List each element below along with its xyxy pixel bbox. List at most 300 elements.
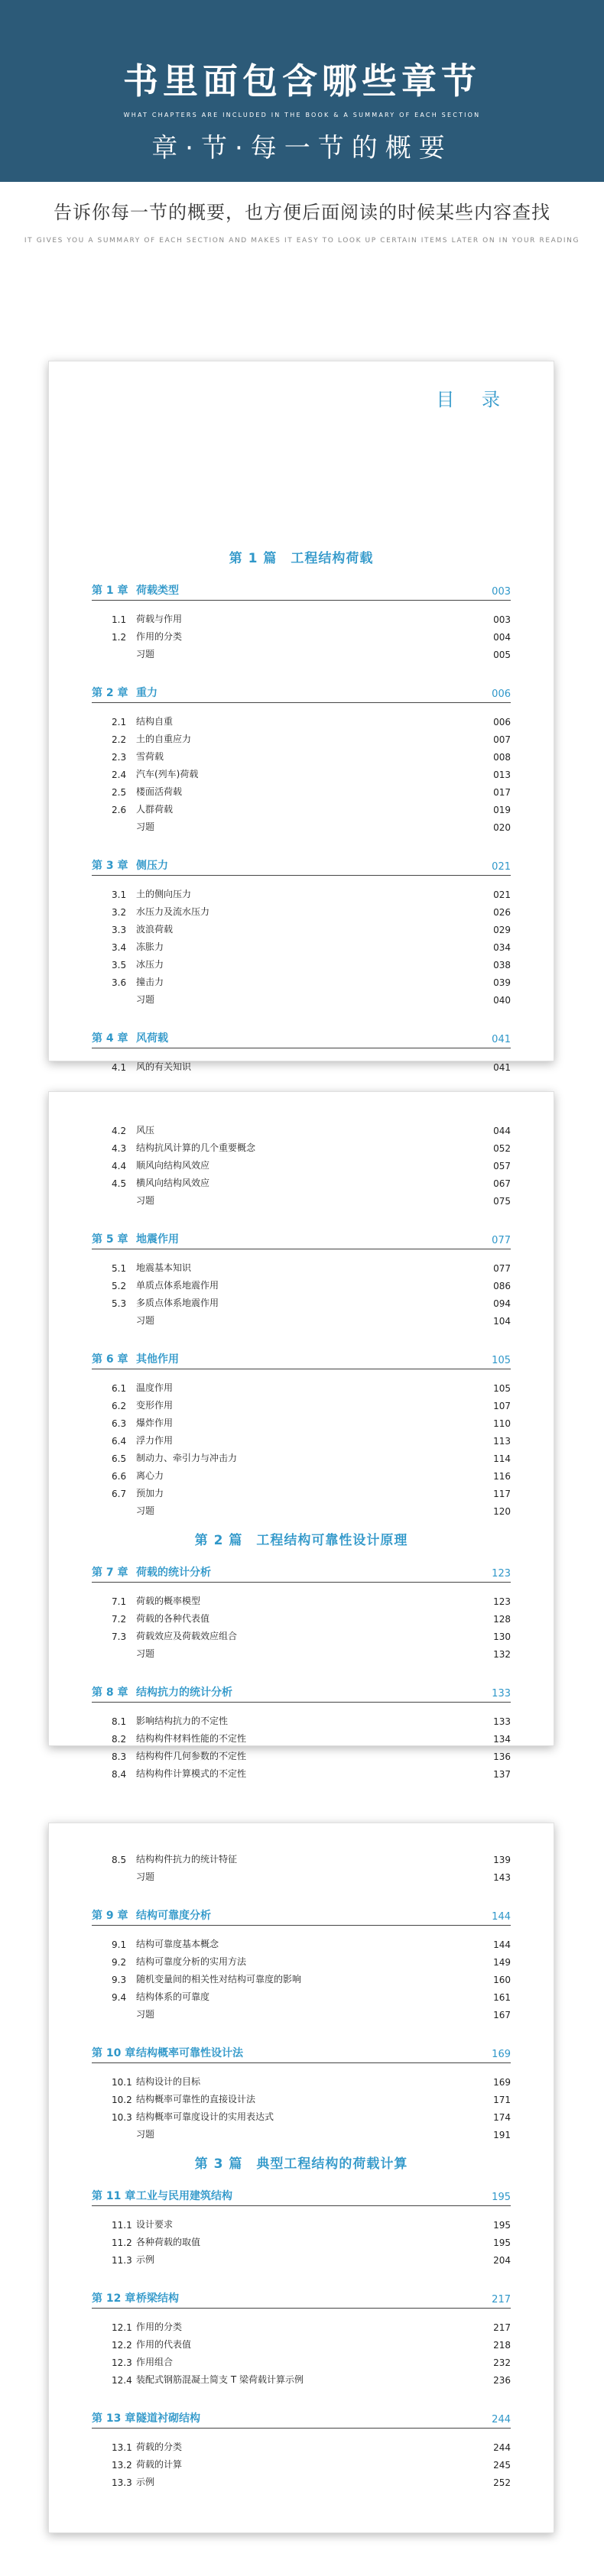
section-row bbox=[92, 1935, 511, 1952]
chapter-page: 105 bbox=[492, 1355, 511, 1366]
section-title: 设计要求 bbox=[136, 2219, 174, 2230]
section-number: 2.2 bbox=[112, 734, 127, 745]
chapter-number: 第 7 章 bbox=[92, 1567, 128, 1579]
section-row bbox=[92, 1502, 511, 1519]
section-row bbox=[92, 1259, 511, 1276]
section-number: 9.1 bbox=[112, 1939, 127, 1950]
section-number: 5.3 bbox=[112, 1298, 127, 1309]
section-number: 5.1 bbox=[112, 1263, 127, 1274]
chapter-row bbox=[92, 679, 511, 703]
chapter-title: 结构概率可靠性设计法 bbox=[136, 2047, 243, 2059]
section-number: 6.2 bbox=[112, 1401, 127, 1411]
section-title: 人群荷载 bbox=[136, 804, 174, 815]
section-row bbox=[92, 1174, 511, 1191]
section-title: 雪荷载 bbox=[136, 751, 164, 762]
section-row bbox=[92, 1868, 511, 1885]
section-row bbox=[92, 2250, 511, 2268]
section-number: 7.2 bbox=[112, 1614, 127, 1625]
section-title: 浮力作用 bbox=[136, 1435, 174, 1446]
section-title: 习题 bbox=[136, 1505, 155, 1516]
spacer bbox=[92, 2388, 511, 2405]
section-title: 习题 bbox=[136, 994, 155, 1005]
section-row bbox=[92, 1764, 511, 1782]
section-number: 8.4 bbox=[112, 1769, 127, 1780]
section-page: 171 bbox=[493, 2095, 511, 2105]
chapter-title: 地震作用 bbox=[136, 1233, 179, 1246]
section-page: 067 bbox=[493, 1178, 511, 1189]
chapter-row bbox=[92, 852, 511, 876]
chapter-number: 第 3 章 bbox=[92, 860, 128, 872]
chapter-row bbox=[92, 2405, 511, 2429]
section-row bbox=[92, 1379, 511, 1396]
section-page: 245 bbox=[493, 2460, 511, 2471]
section-page: 026 bbox=[493, 907, 511, 918]
section-number: 13.2 bbox=[112, 2460, 132, 2471]
section-title: 作用组合 bbox=[136, 2357, 174, 2367]
section-title: 习题 bbox=[136, 1315, 155, 1326]
section-page: 195 bbox=[493, 2237, 511, 2248]
section-page: 232 bbox=[493, 2357, 511, 2368]
chapter-page: 195 bbox=[492, 2192, 511, 2203]
section-page: 094 bbox=[493, 1298, 511, 1309]
section-title: 荷载的各种代表值 bbox=[136, 1613, 210, 1624]
section-title: 风的有关知识 bbox=[136, 1061, 192, 1072]
section-page: 116 bbox=[493, 1471, 511, 1482]
section-row bbox=[92, 1431, 511, 1449]
section-title: 习题 bbox=[136, 1871, 155, 1882]
section-row bbox=[92, 765, 511, 783]
section-page: 017 bbox=[493, 787, 511, 798]
section-title: 波浪荷载 bbox=[136, 924, 174, 935]
section-title: 习题 bbox=[136, 821, 155, 832]
section-page: 133 bbox=[493, 1716, 511, 1727]
section-page: 019 bbox=[493, 805, 511, 815]
section-number: 3.6 bbox=[112, 977, 127, 988]
section-row bbox=[92, 2318, 511, 2335]
section-title: 结构体系的可靠度 bbox=[136, 1991, 210, 2002]
section-title: 影响结构抗力的不定性 bbox=[136, 1716, 229, 1726]
spacer bbox=[92, 1329, 511, 1346]
spacer bbox=[92, 2268, 511, 2285]
section-page: 039 bbox=[493, 977, 511, 988]
section-number: 8.5 bbox=[112, 1855, 127, 1865]
section-title: 示例 bbox=[136, 2477, 155, 2487]
section-row bbox=[92, 2108, 511, 2125]
part-heading bbox=[92, 537, 511, 577]
chapter-page: 123 bbox=[492, 1568, 511, 1580]
section-number: 8.3 bbox=[112, 1751, 127, 1762]
part-number: 第 2 篇 bbox=[194, 1533, 243, 1548]
section-page: 160 bbox=[493, 1975, 511, 1985]
chapter-title: 工业与民用建筑结构 bbox=[136, 2190, 232, 2202]
section-page: 167 bbox=[493, 2010, 511, 2020]
section-page: 041 bbox=[493, 1062, 511, 1073]
part-number: 第 1 篇 bbox=[229, 551, 278, 566]
chapter-row bbox=[92, 2040, 511, 2063]
section-row bbox=[92, 1276, 511, 1294]
toc-page-2 bbox=[48, 1091, 554, 1780]
section-title: 风压 bbox=[136, 1125, 155, 1136]
section-title: 离心力 bbox=[136, 1470, 164, 1481]
section-number: 10.1 bbox=[112, 2077, 132, 2088]
section-row bbox=[92, 2353, 511, 2370]
section-page: 113 bbox=[493, 1436, 511, 1447]
section-title: 习题 bbox=[136, 2009, 155, 2020]
section-page: 144 bbox=[493, 1939, 511, 1950]
header-banner bbox=[0, 0, 604, 182]
section-row bbox=[92, 645, 511, 663]
section-number: 6.1 bbox=[112, 1383, 127, 1394]
chapter-number: 第 1 章 bbox=[92, 585, 128, 597]
section-number: 12.1 bbox=[112, 2322, 132, 2333]
section-title: 随机变量间的相关性对结构可靠度的影响 bbox=[136, 1974, 302, 1985]
tagline: 告诉你每一节的概要，也方便后面阅读的时候某些内容查找 bbox=[54, 202, 550, 223]
banner-title: 书里面包含哪些章节 bbox=[123, 60, 481, 102]
section-page: 236 bbox=[493, 2375, 511, 2386]
section-number: 6.3 bbox=[112, 1418, 127, 1429]
chapter-title: 隧道衬砌结构 bbox=[136, 2412, 200, 2425]
section-number: 6.5 bbox=[112, 1453, 127, 1464]
section-row bbox=[92, 1988, 511, 2005]
part-number: 第 3 篇 bbox=[194, 2156, 243, 2172]
chapter-page: 021 bbox=[492, 861, 511, 873]
section-page: 137 bbox=[493, 1769, 511, 1780]
section-number: 9.4 bbox=[112, 1992, 127, 2003]
section-number: 3.3 bbox=[112, 925, 127, 935]
section-row bbox=[92, 1121, 511, 1139]
section-page: 038 bbox=[493, 960, 511, 970]
section-page: 057 bbox=[493, 1161, 511, 1171]
section-page: 218 bbox=[493, 2340, 511, 2351]
section-title: 作用的代表值 bbox=[136, 2339, 192, 2350]
chapter-title: 结构可靠度分析 bbox=[136, 1910, 211, 1922]
chapter-title: 重力 bbox=[136, 687, 157, 699]
section-page: 052 bbox=[493, 1143, 511, 1154]
section-number: 5.2 bbox=[112, 1281, 127, 1291]
chapter-row bbox=[92, 1559, 511, 1583]
chapter-number: 第 12 章 bbox=[92, 2292, 136, 2305]
section-row bbox=[92, 1156, 511, 1174]
spacer bbox=[92, 1662, 511, 1679]
section-number: 11.3 bbox=[112, 2255, 132, 2266]
chapter-title: 桥梁结构 bbox=[136, 2292, 179, 2305]
chapter-row bbox=[92, 2182, 511, 2206]
chapter-row bbox=[92, 1346, 511, 1369]
chapter-title: 结构抗力的统计分析 bbox=[136, 1687, 232, 1699]
section-number: 11.2 bbox=[112, 2237, 132, 2248]
section-title: 荷载的分类 bbox=[136, 2442, 183, 2452]
section-number: 12.2 bbox=[112, 2340, 132, 2351]
section-page: 195 bbox=[493, 2220, 511, 2231]
section-row bbox=[92, 1396, 511, 1414]
banner-subtitle: 章·节·每一节的概要 bbox=[151, 133, 453, 164]
section-title: 习题 bbox=[136, 1648, 155, 1659]
section-number: 11.1 bbox=[112, 2220, 132, 2231]
section-title: 冻胀力 bbox=[136, 941, 164, 952]
section-title: 结构概率可靠度设计的实用表达式 bbox=[136, 2111, 274, 2122]
section-title: 结构构件计算模式的不定性 bbox=[136, 1768, 247, 1779]
spacer bbox=[92, 1885, 511, 1902]
section-row bbox=[92, 990, 511, 1008]
section-title: 结构概率可靠性的直接设计法 bbox=[136, 2094, 256, 2105]
section-row bbox=[92, 2473, 511, 2490]
section-row bbox=[92, 2215, 511, 2233]
toc-page-3 bbox=[48, 1823, 554, 2533]
section-title: 结构设计的目标 bbox=[136, 2076, 201, 2087]
part-heading bbox=[92, 2143, 511, 2182]
section-title: 撞击力 bbox=[136, 977, 164, 987]
section-row bbox=[92, 2072, 511, 2090]
section-number: 4.1 bbox=[112, 1062, 127, 1073]
section-page: 044 bbox=[493, 1126, 511, 1136]
section-title: 结构构件抗力的统计特征 bbox=[136, 1854, 238, 1865]
section-page: 104 bbox=[493, 1316, 511, 1327]
section-title: 制动力、牵引力与冲击力 bbox=[136, 1453, 238, 1463]
section-number: 7.1 bbox=[112, 1596, 127, 1607]
section-title: 汽车(列车)荷载 bbox=[136, 769, 199, 779]
section-page: 021 bbox=[493, 889, 511, 900]
part-title: 工程结构荷载 bbox=[291, 551, 374, 566]
section-title: 结构抗风计算的几个重要概念 bbox=[136, 1142, 256, 1153]
section-page: 149 bbox=[493, 1957, 511, 1968]
section-number: 7.3 bbox=[112, 1631, 127, 1642]
section-row bbox=[92, 610, 511, 627]
section-title: 结构可靠度分析的实用方法 bbox=[136, 1956, 247, 1967]
section-row bbox=[92, 1414, 511, 1431]
chapter-number: 第 8 章 bbox=[92, 1687, 128, 1699]
section-row bbox=[92, 1970, 511, 1988]
section-number: 1.1 bbox=[112, 614, 127, 625]
section-title: 装配式钢筋混凝土简支 T 梁荷载计算示例 bbox=[136, 2374, 304, 2385]
section-number: 2.6 bbox=[112, 805, 127, 815]
chapter-number: 第 4 章 bbox=[92, 1032, 128, 1045]
chapter-page: 041 bbox=[492, 1034, 511, 1045]
spacer bbox=[92, 835, 511, 852]
section-page: 143 bbox=[493, 1872, 511, 1883]
chapter-page: 077 bbox=[492, 1235, 511, 1246]
section-title: 水压力及流水压力 bbox=[136, 906, 210, 917]
section-number: 2.5 bbox=[112, 787, 127, 798]
section-title: 顺风向结构风效应 bbox=[136, 1160, 210, 1171]
chapter-number: 第 6 章 bbox=[92, 1353, 128, 1366]
section-number: 2.1 bbox=[112, 717, 127, 727]
section-page: 020 bbox=[493, 822, 511, 833]
section-number: 12.3 bbox=[112, 2357, 132, 2368]
section-number: 12.4 bbox=[112, 2375, 132, 2386]
section-page: 120 bbox=[493, 1506, 511, 1517]
chapter-title: 荷载类型 bbox=[136, 585, 179, 597]
section-page: 008 bbox=[493, 752, 511, 763]
section-title: 结构构件材料性能的不定性 bbox=[136, 1733, 247, 1744]
part-title: 工程结构可靠性设计原理 bbox=[256, 1533, 408, 1548]
section-number: 3.1 bbox=[112, 889, 127, 900]
chapter-number: 第 10 章 bbox=[92, 2047, 136, 2059]
section-page: 006 bbox=[493, 717, 511, 727]
section-number: 1.2 bbox=[112, 632, 127, 643]
section-number: 4.4 bbox=[112, 1161, 127, 1171]
toc-title: 目 录 bbox=[436, 389, 511, 410]
section-row bbox=[92, 730, 511, 747]
section-row bbox=[92, 920, 511, 938]
section-page: 132 bbox=[493, 1649, 511, 1660]
chapter-page: 003 bbox=[492, 586, 511, 598]
section-title: 荷载的计算 bbox=[136, 2459, 183, 2470]
section-title: 多质点体系地震作用 bbox=[136, 1298, 219, 1308]
section-row bbox=[92, 1466, 511, 1484]
spacer bbox=[92, 663, 511, 679]
section-page: 110 bbox=[493, 1418, 511, 1429]
part-heading bbox=[92, 1519, 511, 1559]
chapter-number: 第 2 章 bbox=[92, 687, 128, 699]
chapter-title: 其他作用 bbox=[136, 1353, 179, 1366]
section-page: 075 bbox=[493, 1196, 511, 1207]
section-page: 252 bbox=[493, 2477, 511, 2488]
section-title: 荷载的概率模型 bbox=[136, 1596, 201, 1606]
section-row bbox=[92, 2005, 511, 2023]
section-title: 土的侧向压力 bbox=[136, 889, 192, 899]
section-number: 6.7 bbox=[112, 1489, 127, 1499]
section-page: 134 bbox=[493, 1734, 511, 1745]
section-number: 13.1 bbox=[112, 2442, 132, 2453]
section-row bbox=[92, 902, 511, 920]
section-row bbox=[92, 800, 511, 818]
chapter-page: 006 bbox=[492, 689, 511, 700]
section-title: 示例 bbox=[136, 2254, 155, 2265]
section-number: 6.4 bbox=[112, 1436, 127, 1447]
section-page: 191 bbox=[493, 2130, 511, 2140]
section-row bbox=[92, 2438, 511, 2455]
section-row bbox=[92, 938, 511, 955]
section-page: 007 bbox=[493, 734, 511, 745]
section-title: 楼面活荷载 bbox=[136, 786, 183, 797]
section-page: 174 bbox=[493, 2112, 511, 2123]
section-title: 温度作用 bbox=[136, 1382, 174, 1393]
section-number: 2.4 bbox=[112, 770, 127, 780]
section-row bbox=[92, 2455, 511, 2473]
chapter-page: 133 bbox=[492, 1688, 511, 1700]
section-page: 003 bbox=[493, 614, 511, 625]
section-page: 034 bbox=[493, 942, 511, 953]
section-row bbox=[92, 1449, 511, 1466]
section-row bbox=[92, 1139, 511, 1156]
section-page: 040 bbox=[493, 995, 511, 1006]
section-row bbox=[92, 1058, 511, 1075]
section-row bbox=[92, 627, 511, 645]
section-page: 169 bbox=[493, 2077, 511, 2088]
section-page: 105 bbox=[493, 1383, 511, 1394]
section-number: 9.3 bbox=[112, 1975, 127, 1985]
section-row bbox=[92, 2233, 511, 2250]
section-row bbox=[92, 2370, 511, 2388]
section-page: 136 bbox=[493, 1751, 511, 1762]
section-number: 8.2 bbox=[112, 1734, 127, 1745]
chapter-row bbox=[92, 1679, 511, 1703]
section-number: 4.3 bbox=[112, 1143, 127, 1154]
section-row bbox=[92, 973, 511, 990]
section-number: 4.2 bbox=[112, 1126, 127, 1136]
section-page: 128 bbox=[493, 1614, 511, 1625]
toc-list bbox=[92, 1850, 511, 2490]
section-title: 荷载与作用 bbox=[136, 614, 183, 624]
section-number: 13.3 bbox=[112, 2477, 132, 2488]
section-title: 作用的分类 bbox=[136, 2322, 183, 2332]
chapter-title: 荷载的统计分析 bbox=[136, 1567, 211, 1579]
section-page: 086 bbox=[493, 1281, 511, 1291]
section-title: 结构可靠度基本概念 bbox=[136, 1939, 219, 1949]
section-row bbox=[92, 955, 511, 973]
section-page: 117 bbox=[493, 1489, 511, 1499]
spacer bbox=[92, 1008, 511, 1025]
section-row bbox=[92, 1609, 511, 1627]
part-title: 典型工程结构的荷载计算 bbox=[256, 2156, 408, 2172]
section-number: 3.5 bbox=[112, 960, 127, 970]
section-row bbox=[92, 885, 511, 902]
section-row bbox=[92, 1747, 511, 1764]
section-number: 6.6 bbox=[112, 1471, 127, 1482]
section-page: 123 bbox=[493, 1596, 511, 1607]
spacer bbox=[92, 1209, 511, 1226]
chapter-row bbox=[92, 577, 511, 601]
section-page: 217 bbox=[493, 2322, 511, 2333]
chapter-row bbox=[92, 2285, 511, 2309]
section-page: 013 bbox=[493, 770, 511, 780]
section-title: 地震基本知识 bbox=[136, 1262, 192, 1273]
section-row bbox=[92, 2335, 511, 2353]
chapter-number: 第 13 章 bbox=[92, 2412, 136, 2425]
section-page: 107 bbox=[493, 1401, 511, 1411]
section-title: 冰压力 bbox=[136, 959, 164, 970]
toc-page-1 bbox=[48, 361, 554, 1073]
chapter-title: 风荷载 bbox=[136, 1032, 168, 1045]
section-title: 爆炸作用 bbox=[136, 1418, 174, 1428]
section-number: 4.5 bbox=[112, 1178, 127, 1189]
section-row bbox=[92, 2125, 511, 2143]
section-title: 习题 bbox=[136, 649, 155, 659]
section-page: 130 bbox=[493, 1631, 511, 1642]
section-row bbox=[92, 2090, 511, 2108]
section-row bbox=[92, 1627, 511, 1644]
section-title: 习题 bbox=[136, 2129, 155, 2140]
chapter-number: 第 11 章 bbox=[92, 2190, 136, 2202]
section-page: 244 bbox=[493, 2442, 511, 2453]
chapter-title: 侧压力 bbox=[136, 860, 168, 872]
section-page: 004 bbox=[493, 632, 511, 643]
section-row bbox=[92, 1644, 511, 1662]
chapter-page: 169 bbox=[492, 2049, 511, 2060]
section-row bbox=[92, 1712, 511, 1729]
section-title: 各种荷载的取值 bbox=[136, 2237, 201, 2247]
section-row bbox=[92, 1729, 511, 1747]
section-title: 荷载效应及荷载效应组合 bbox=[136, 1631, 238, 1641]
section-title: 结构构件几何参数的不定性 bbox=[136, 1751, 247, 1761]
section-number: 10.3 bbox=[112, 2112, 132, 2123]
banner-subtitle-en: WHAT CHAPTERS ARE INCLUDED IN THE BOOK & A SUMMARY OF EACH SECTION bbox=[123, 112, 481, 118]
section-page: 161 bbox=[493, 1992, 511, 2003]
chapter-row bbox=[92, 1902, 511, 1926]
section-number: 3.2 bbox=[112, 907, 127, 918]
section-number: 10.2 bbox=[112, 2095, 132, 2105]
toc-list bbox=[92, 1121, 511, 1782]
chapter-row bbox=[92, 1025, 511, 1048]
section-number: 8.1 bbox=[112, 1716, 127, 1727]
section-row bbox=[92, 1311, 511, 1329]
section-page: 005 bbox=[493, 650, 511, 660]
section-title: 习题 bbox=[136, 1195, 155, 1206]
toc-list bbox=[92, 537, 511, 1075]
chapter-row bbox=[92, 1226, 511, 1249]
section-title: 作用的分类 bbox=[136, 631, 183, 642]
section-row bbox=[92, 818, 511, 835]
